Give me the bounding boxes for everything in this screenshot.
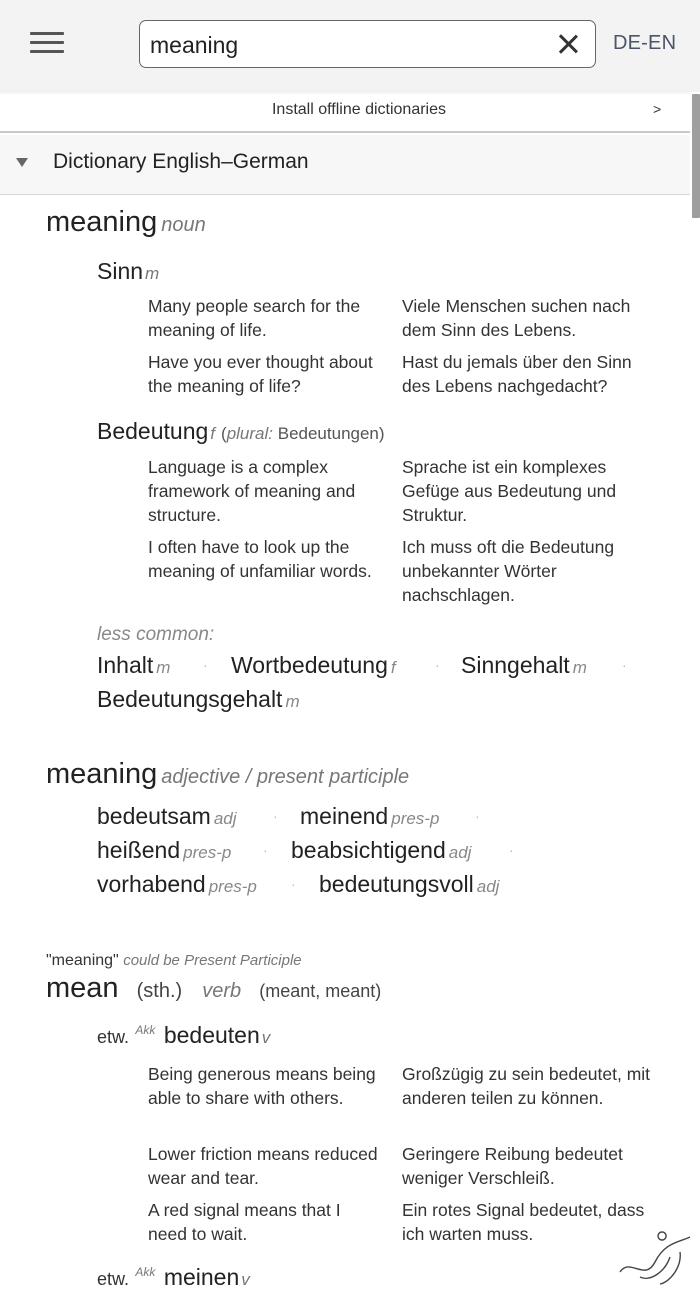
example-de: Hast du jemals über den Sinn des Lebens nachgedacht?: [402, 352, 632, 396]
synonym-item[interactable]: [97, 686, 300, 713]
example-de: Sprache ist ein komplexes Gefüge aus Bedeutung und Struktur.: [402, 457, 617, 525]
top-app-bar: [0, 0, 700, 92]
translation-sense[interactable]: [97, 258, 159, 285]
translation-word: vorhabend: [97, 871, 206, 897]
dictionary-title: Dictionary English–German: [53, 150, 309, 173]
separator-dot: ·: [273, 808, 278, 824]
chevron-right-icon: >: [653, 101, 662, 117]
example-en: Being generous means being able to share with others.: [148, 1064, 376, 1108]
part-of-speech: adjective / present participle: [161, 766, 410, 788]
install-offline-banner[interactable]: [0, 94, 690, 133]
search-box: [139, 20, 596, 68]
translation-item[interactable]: [97, 803, 237, 830]
translation-word: Bedeutung: [97, 418, 209, 444]
translation-word: bedeuten: [163, 1022, 260, 1048]
separator-dot: ·: [509, 842, 514, 858]
synonym-item[interactable]: [461, 652, 587, 679]
translation-word: bedeutsam: [97, 803, 211, 829]
object-marker: (sth.): [136, 980, 183, 1002]
part-of-speech: noun: [161, 214, 206, 236]
separator-dot: ·: [263, 842, 268, 858]
gender-tag: m: [145, 264, 160, 283]
translation-word: meinen: [163, 1264, 240, 1290]
word-class-tag: pres-p: [208, 877, 257, 896]
separator-dot: ·: [475, 808, 480, 824]
translation-word: beabsichtigend: [291, 837, 446, 863]
install-offline-label: Install offline dictionaries: [271, 101, 447, 118]
entry-headword: [46, 972, 381, 1005]
synonym-word: Sinngehalt: [461, 652, 570, 678]
gender-tag: m: [156, 658, 171, 677]
translation-sense[interactable]: [97, 1264, 250, 1291]
dictionary-section-header[interactable]: [0, 135, 690, 195]
synonym-word: Inhalt: [97, 652, 154, 678]
entry-headword: [46, 758, 409, 791]
headword: meaning: [46, 206, 158, 238]
plural-label: plural:: [226, 424, 273, 443]
clear-search-icon[interactable]: [555, 31, 581, 57]
inflection-hint: [46, 952, 302, 970]
example-de: Viele Menschen suchen nach dem Sinn des Lebens.: [402, 296, 631, 340]
language-pair-button[interactable]: DE-EN: [613, 32, 677, 54]
synonym-item[interactable]: [231, 652, 396, 679]
verb-forms: [259, 981, 381, 1001]
translation-word: Sinn: [97, 258, 144, 284]
example-de: Ein rotes Signal bedeutet, dass ich warten muss.: [402, 1200, 645, 1244]
example-en: A red signal means that I need to wait.: [148, 1200, 341, 1244]
verb-forms-text: meant, meant: [265, 981, 376, 1001]
paren-open: (: [259, 981, 266, 1001]
example-de: Ich muss oft die Bedeutung unbekannter Wörter nachschlagen.: [402, 537, 615, 605]
paren-close: ): [375, 981, 382, 1001]
synonym-word: Bedeutungsgehalt: [97, 686, 283, 712]
hint-word: "meaning": [46, 952, 119, 969]
translation-word: heißend: [97, 837, 181, 863]
word-class-tag: adj: [448, 843, 472, 862]
plural-info: (plural: Bedeutungen): [221, 424, 385, 443]
less-common-label: less common:: [97, 624, 215, 645]
separator-dot: ·: [291, 876, 296, 892]
translation-sense[interactable]: [97, 418, 385, 445]
watermark-logo-icon: [610, 1222, 700, 1292]
example-en: Lower friction means reduced wear and tear.: [148, 1144, 378, 1188]
translation-item[interactable]: [97, 837, 231, 864]
word-class-tag: v: [241, 1270, 250, 1289]
headword: meaning: [46, 758, 158, 790]
example-en: Have you ever thought about the meaning of life?: [148, 352, 373, 396]
collapse-triangle-icon[interactable]: [16, 158, 28, 167]
headword: mean: [46, 972, 119, 1004]
example-en: Many people search for the meaning of life.: [148, 296, 361, 340]
synonym-word: Wortbedeutung: [231, 652, 388, 678]
gender-tag: m: [572, 658, 587, 677]
translation-sense[interactable]: [97, 1022, 270, 1049]
translation-item[interactable]: [300, 803, 439, 830]
word-class-tag: pres-p: [391, 809, 440, 828]
example-de: Großzügig zu sein bedeutet, mit anderen teilen zu können.: [402, 1064, 651, 1108]
scrollbar-thumb[interactable]: [692, 94, 700, 218]
case-tag: Akk: [135, 1023, 156, 1038]
hamburger-menu-icon[interactable]: [30, 32, 64, 56]
gender-tag: m: [285, 692, 300, 711]
separator-dot: ·: [435, 657, 440, 673]
part-of-speech: verb: [202, 980, 242, 1002]
gender-tag: f: [210, 424, 216, 443]
word-class-tag: v: [261, 1028, 271, 1047]
entry-headword: [46, 206, 206, 239]
word-class-tag: adj: [476, 877, 500, 896]
translation-word: bedeutungsvoll: [319, 871, 474, 897]
gender-tag: f: [390, 658, 396, 677]
object-prefix: etw.: [97, 1269, 130, 1289]
search-input[interactable]: [150, 28, 540, 62]
synonym-item[interactable]: [97, 652, 170, 679]
example-en: I often have to look up the meaning of unfamiliar words.: [148, 537, 372, 581]
example-de: Geringere Reibung bedeutet weniger Verschleiß.: [402, 1144, 623, 1188]
translation-item[interactable]: [291, 837, 471, 864]
word-class-tag: adj: [213, 809, 237, 828]
object-prefix: etw.: [97, 1027, 130, 1047]
translation-word: meinend: [300, 803, 389, 829]
separator-dot: ·: [203, 657, 208, 673]
translation-item[interactable]: [319, 871, 499, 898]
translation-item[interactable]: [97, 871, 257, 898]
hint-text: could be Present Participle: [123, 952, 302, 969]
separator-dot: ·: [622, 657, 627, 673]
example-en: Language is a complex framework of meaning and structure.: [148, 457, 356, 525]
case-tag: Akk: [135, 1265, 156, 1280]
word-class-tag: pres-p: [183, 843, 232, 862]
plural-form: Bedeutungen: [277, 424, 379, 443]
